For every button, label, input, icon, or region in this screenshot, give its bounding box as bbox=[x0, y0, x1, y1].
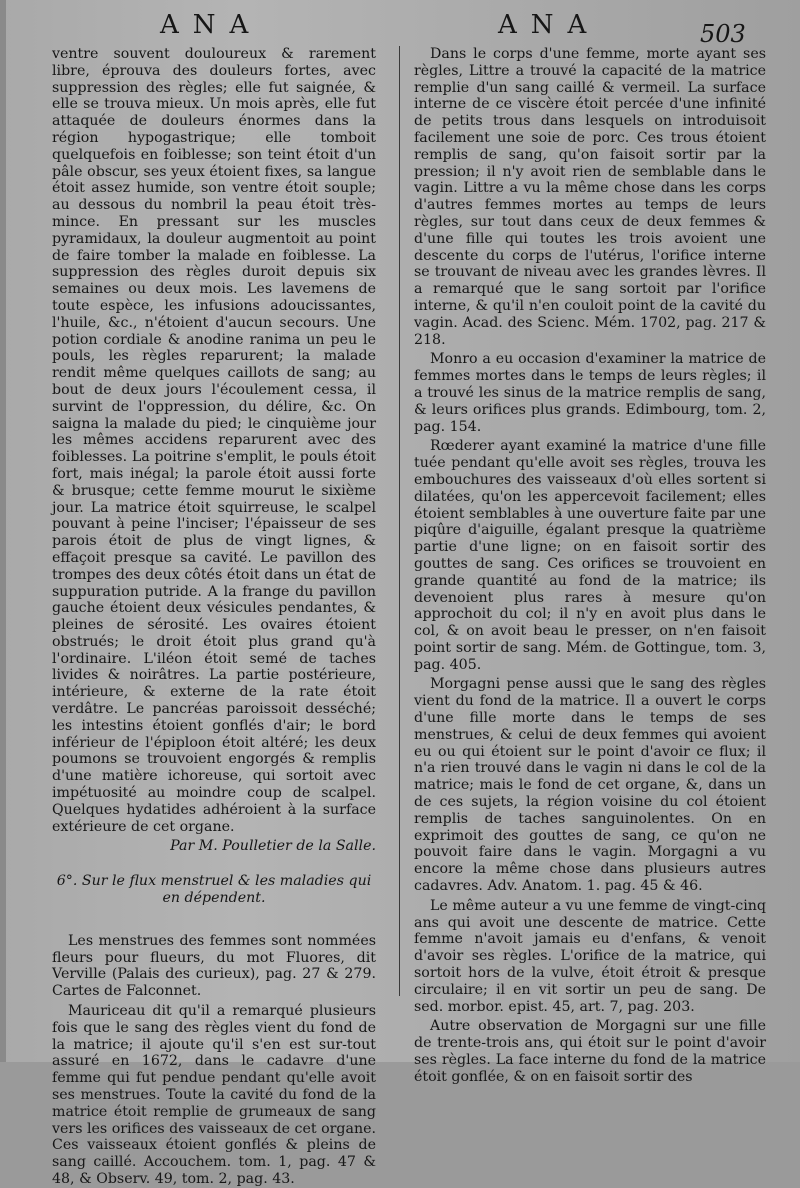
column-rule bbox=[399, 46, 400, 996]
right-paragraph-5: Le même auteur a vu une femme de vingt-cinq ans qui avoit une descente de matrice. Cette femme n'avoit jamais eu d'enfans, & venoit d'avoir ses règles. L'orifice de la matrice, qui sortoit hors de la vulve, étoit étroit & presque circulaire; il en vit sortir un peu de sang. De sed. morbor. epist. 45, art. 7, pag. 203. bbox=[414, 897, 766, 1015]
page-edge bbox=[0, 0, 6, 1062]
right-paragraph-4: Morgagni pense aussi que le sang des règles vient du fond de la matrice. Il a ouvert le corps d'une fille morte dans le temps de ses menstrues, & celui de deux femmes qui avoient eu ou qui étoient sur le point d'avoir ce flux; il n'a rien trouvé dans le vagin ni dans le col de la matrice; mais le fond de cet organe, &, dans un de ces sujets, la région voisine du col étoient remplis de taches sanguinolentes. On en exprimoit des gouttes de sang, ce qu'on ne pouvoit faire dans le vagin. Morgagni a vu encore la même chose dans plusieurs autres cadavres. Adv. Anatom. 1. pag. 45 & 46. bbox=[414, 676, 766, 895]
left-paragraph-2: Les menstrues des femmes sont nommées fleurs pour flueurs, du mot Fluores, dit Verville (Palais des curieux), pag. 27 & 279. Cartes de Falconnet. bbox=[52, 932, 376, 1000]
left-running-head: ANA bbox=[160, 10, 263, 40]
left-attribution: Par M. Poulletier de la Salle. bbox=[170, 838, 376, 855]
right-paragraph-1: Dans le corps d'une femme, morte ayant ses règles, Littre a trouvé la capacité de la matrice remplie d'un sang caillé & vermeil. La surface interne de ce viscère étoit percée d'une infinité de petits trous dans lesquels on introduisoit facilement une soie de porc. Ces trous étoient remplis de sang, qu'on faisoit sortir par la pression; il n'y avoit rien de semblable dans le vagin. Littre a vu la même chose dans les corps d'autres femmes mortes au temps de leurs règles, sur tout dans ceux de deux femmes & d'une fille qui toutes les trois avoient une descente du corps de l'utérus, l'orifice interne se trouvant de niveau avec les grandes lèvres. Il a remarqué que le sang sortoit par l'orifice interne, & qu'il n'en couloit point de la cavité du vagin. Acad. des Scienc. Mém. 1702, pag. 217 & 218. bbox=[414, 46, 766, 348]
right-paragraph-3: Rœderer ayant examiné la matrice d'une fille tuée pendant qu'elle avoit ses règles, trouva les embouchures des vaisseaux d'où elles sortent si dilatées, qu'on les appercevoit facilement; elles étoient semblables à une ouverture faite par une piqûre d'aiguille, égalant presque la quatrième partie d'une ligne; on en faisoit sortir des gouttes de sang. Ces orifices se trouvoient en grande quantité au fond de la matrice; ils devenoient plus rares à mesure qu'on approchoit du col; il n'y en avoit plus dans le col, & on avoit beau le presser, on n'en faisoit point sortir de sang. Mém. de Gottingue, tom. 3, pag. 405. bbox=[414, 438, 766, 673]
left-paragraph-1: ventre souvent douloureux & rarement libre, éprouva des douleurs fortes, avec suppression des règles; elle fut saignée, & elle se trouva mieux. Un mois après, elle fut attaquée de douleurs énormes dans la région hypogastrique; elle tomboit quelquefois en foiblesse; son teint étoit d'un pâle obscur, ses yeux étoient fixes, sa langue étoit assez humide, son ventre étoit souple; au dessous du nombril la peau étoit très-mince. En pressant sur les muscles pyramidaux, la douleur augmentoit au point de faire tomber la malade en foiblesse. La suppression des règles duroit depuis six semaines ou deux mois. Les lavemens de toute espèce, les infusions adoucissantes, l'huile, &c., n'étoient d'aucun secours. Une potion cordiale & anodine ranima un peu le pouls, les règles reparurent; la malade rendit même quelques caillots de sang; au bout de deux jours l'écoulement cessa, il survint de l'oppression, du délire, &c. On saigna la malade du pied; le cinquième jour les mêmes accidens reparurent avec des foiblesses. La poitrine s'emplit, le pouls étoit fort, mais inégal; la parole étoit aussi forte & brusque; cette femme mourut le sixième jour. La matrice étoit squirreuse, le scalpel pouvant à peine l'inciser; l'épaisseur de ses parois étoit de plus de vingt lignes, & effaçoit presque sa cavité. Le pavillon des trompes des deux côtés étoit dans un état de suppuration putride. A la frange du pavillon gauche étoient deux vésicules pendantes, & pleines de sérosité. Les ovaires étoient obstrués; le droit étoit plus grand qu'à l'ordinaire. L'iléon étoit semé de taches livides & noirâtres. La partie postérieure, intérieure, & externe de la rate étoit verdâtre. Le pancréas paroissoit desséché; les intestins étoient gonflés d'air; le bord inférieur de l'épiploon étoit altéré; les deux poumons se trouvoient engorgés & remplis d'une matière ichoreuse, qui sortoit avec impétuosité au moindre coup de scalpel. Quelques hydatides adhéroient à la surface extérieure de cet organe. bbox=[52, 46, 376, 835]
right-paragraph-6: Autre observation de Morgagni sur une fille de trente-trois ans, qui étoit sur le point d'avoir ses règles. La face interne du fond de la matrice étoit gonflée, & on en faisoit sortir des bbox=[414, 1018, 766, 1085]
running-header bbox=[0, 10, 800, 48]
right-column bbox=[414, 46, 766, 1086]
page-number: 503 bbox=[700, 20, 746, 48]
right-running-head: ANA bbox=[498, 10, 601, 40]
left-paragraph-3: Mauriceau dit qu'il a remarqué plusieurs fois que le sang des règles vient du fond de la matrice; il ajoute qu'il s'en est sur-tout assuré en 1672, dans le cadavre d'une femme qui fut pendue pendant qu'elle avoit ses menstrues. Toute la cavité du fond de la matrice étoit remplie de grumeaux de sang vers les orifices des vaisseaux de cet organe. Ces vaisseaux étoient gonflés & pleins de sang caillé. Accouchem. tom. 1, pag. 47 & 48, & Observ. 49, tom. 2, pag. 43. bbox=[52, 1003, 376, 1187]
right-paragraph-2: Monro a eu occasion d'examiner la matrice de femmes mortes dans le temps de leurs règles; il a trouvé les sinus de la matrice remplis de sang, & leurs orifices plus grands. Edimbourg, tom. 2, pag. 154. bbox=[414, 351, 766, 435]
left-column bbox=[52, 46, 376, 1188]
section-heading: 6°. Sur le flux menstruel & les maladies qui en dépendent. bbox=[56, 873, 372, 907]
